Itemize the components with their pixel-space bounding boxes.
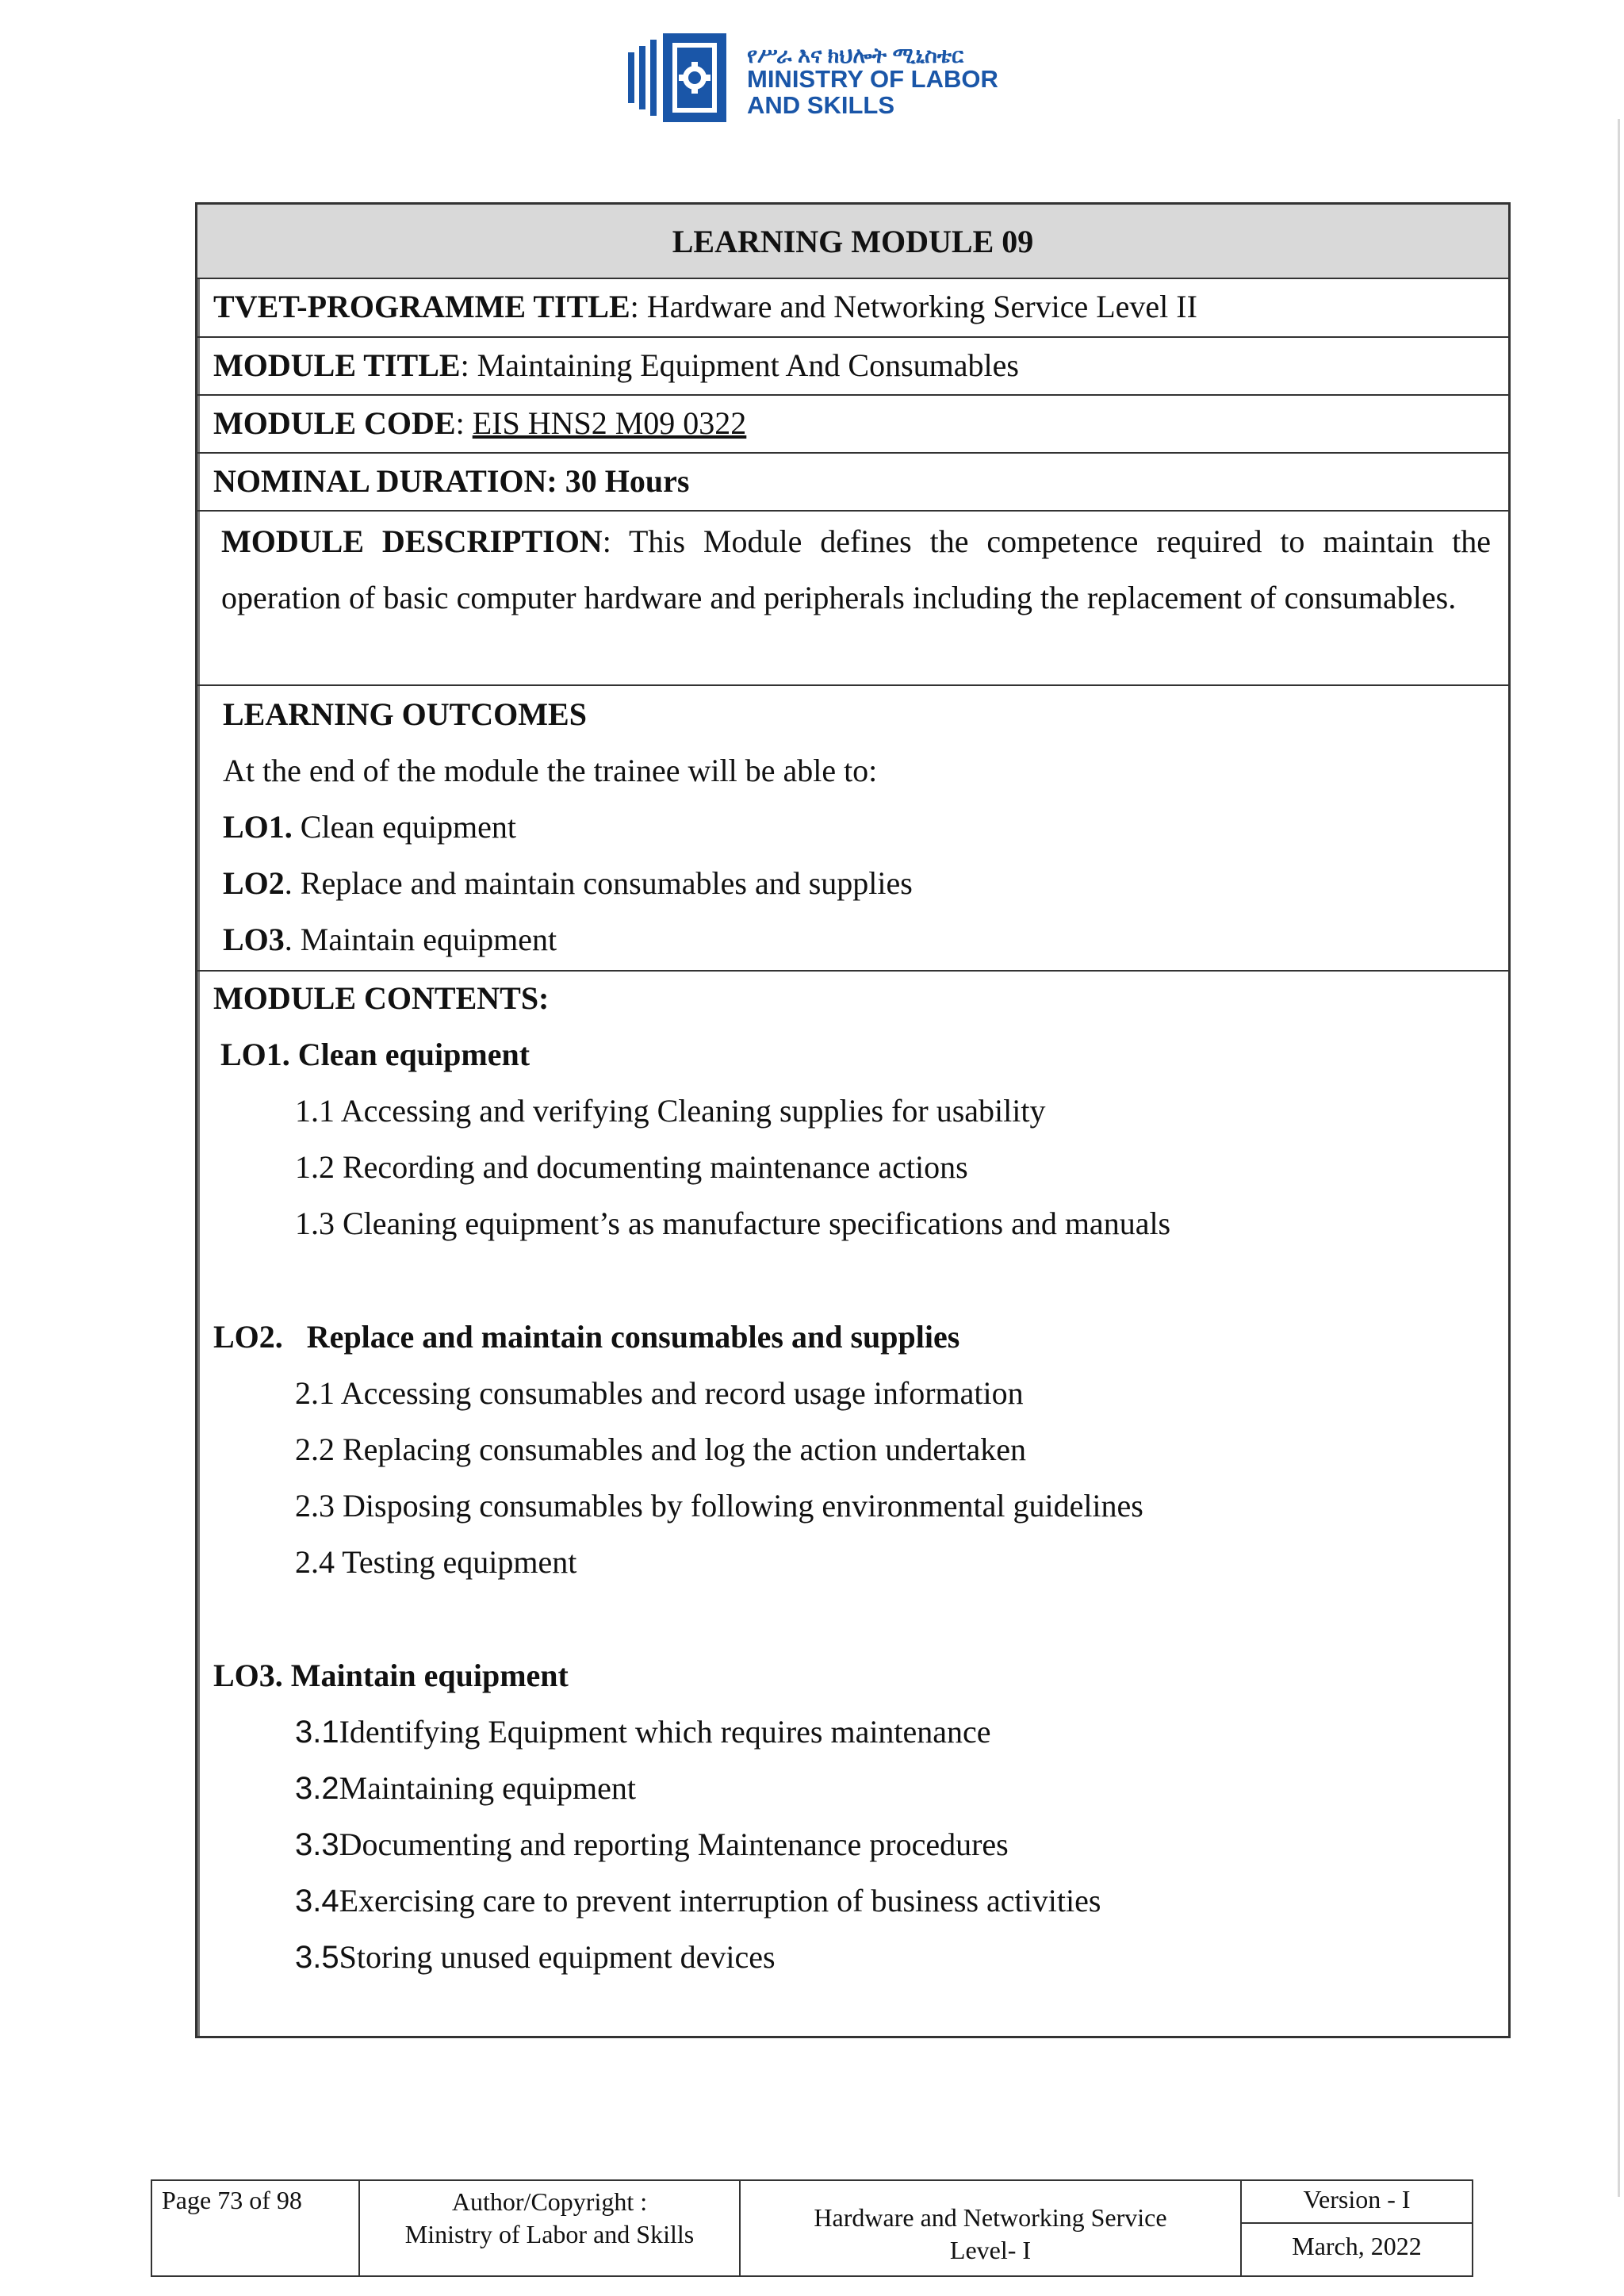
- footer-page-number: Page 73 of 98: [152, 2181, 360, 2275]
- ministry-logo-text: [747, 44, 998, 118]
- module-description-row: [197, 512, 1508, 686]
- contents-item: 1.3 Cleaning equipment’s as manufacture specifications and manuals: [295, 1205, 1171, 1241]
- contents-item-number: 3.5: [295, 1940, 339, 1975]
- module-title-label: MODULE TITLE: [213, 347, 461, 383]
- contents-item: 2.4 Testing equipment: [295, 1544, 577, 1580]
- outcome-text: . Maintain equipment: [284, 922, 557, 957]
- module-description-text: : This Module defines the competence required to maintain the operation of basic computer hardware and peripherals including the replacement of consumables.: [221, 523, 1491, 615]
- ministry-logo: [626, 30, 1007, 125]
- outcome-text: Clean equipment: [292, 809, 516, 845]
- module-contents-heading: MODULE CONTENTS:: [213, 980, 550, 1016]
- contents-lo2-code: LO2.: [213, 1319, 283, 1355]
- contents-item-text: Storing unused equipment devices: [339, 1939, 776, 1975]
- contents-item-text: Documenting and reporting Maintenance procedures: [339, 1826, 1009, 1862]
- contents-item: 2.3 Disposing consumables by following environmental guidelines: [295, 1488, 1143, 1524]
- learning-outcomes-row: [197, 686, 1508, 972]
- learning-outcomes: [223, 686, 913, 968]
- contents-item: [295, 1872, 1101, 1930]
- module-code-sep: :: [455, 405, 473, 441]
- contents-item: 2.2 Replacing consumables and log the action undertaken: [295, 1432, 1026, 1467]
- module-code-value: EIS HNS2 M09 0322: [472, 405, 747, 441]
- contents-item-number: 3.2: [295, 1771, 339, 1806]
- module-code-label: MODULE CODE: [213, 405, 456, 441]
- contents-lo2-text: Replace and maintain consumables and supplies: [306, 1319, 960, 1355]
- outcome-item: [223, 855, 913, 911]
- contents-item: [295, 1760, 636, 1817]
- contents-item: [295, 1704, 991, 1761]
- page-footer: [151, 2179, 1473, 2277]
- contents-item: 2.1 Accessing consumables and record usage information: [295, 1375, 1024, 1411]
- footer-course: [741, 2181, 1242, 2275]
- learning-module-table: [195, 202, 1511, 2038]
- learning-outcomes-heading: LEARNING OUTCOMES: [223, 696, 587, 732]
- module-heading: LEARNING MODULE 09: [197, 205, 1508, 279]
- module-title-row: [197, 338, 1508, 396]
- contents-item: [295, 1816, 1009, 1873]
- contents-lo3-title: LO3. Maintain equipment: [213, 1658, 569, 1693]
- module-description: [221, 513, 1491, 626]
- outcome-text: . Replace and maintain consumables and supplies: [284, 865, 913, 901]
- contents-item: [295, 1929, 776, 1986]
- contents-item-text: Identifying Equipment which requires maintenance: [339, 1714, 991, 1750]
- programme-title-row: [197, 279, 1508, 338]
- module-title-value: : Maintaining Equipment And Consumables: [460, 347, 1019, 383]
- contents-item: 1.1 Accessing and verifying Cleaning supplies for usability: [295, 1093, 1046, 1129]
- outcome-code: LO2: [223, 865, 285, 901]
- contents-lo1-title: LO1. Clean equipment: [220, 1037, 530, 1072]
- learning-outcomes-intro: At the end of the module the trainee will be able to:: [223, 753, 878, 788]
- ministry-name-amharic: የሥራ እና ክህሎት ሚኒስቴር: [747, 44, 964, 67]
- footer-version: Version - I: [1242, 2181, 1472, 2224]
- programme-title-value: : Hardware and Networking Service Level II: [630, 289, 1197, 324]
- footer-version-cell: [1242, 2181, 1472, 2275]
- outcome-item: [223, 911, 913, 968]
- programme-title-label: TVET-PROGRAMME TITLE: [213, 289, 630, 324]
- footer-course-line2: Level- I: [949, 2236, 1032, 2264]
- module-description-label: MODULE DESCRIPTION: [221, 523, 603, 559]
- page-edge-shadow: [1618, 119, 1620, 2197]
- nominal-duration-row: NOMINAL DURATION: 30 Hours: [197, 454, 1508, 512]
- footer-date: March, 2022: [1292, 2232, 1422, 2260]
- contents-lo2-title: [213, 1309, 959, 1365]
- outcome-code: LO3: [223, 922, 285, 957]
- ministry-name-line1: MINISTRY OF LABOR: [747, 65, 998, 94]
- footer-author-line2: Ministry of Labor and Skills: [404, 2220, 695, 2248]
- contents-item-number: 3.4: [295, 1884, 339, 1918]
- footer-author: [360, 2181, 741, 2275]
- contents-item: 1.2 Recording and documenting maintenance actions: [295, 1149, 968, 1185]
- outcome-code: LO1.: [223, 809, 293, 845]
- contents-item-text: Maintaining equipment: [339, 1770, 636, 1806]
- contents-item-number: 3.3: [295, 1827, 339, 1862]
- contents-item-number: 3.1: [295, 1715, 339, 1750]
- footer-author-line1: Author/Copyright :: [451, 2187, 648, 2216]
- ministry-logo-mark-icon: [626, 30, 745, 125]
- contents-item-text: Exercising care to prevent interruption of business activities: [339, 1883, 1101, 1918]
- outcome-item: [223, 799, 913, 855]
- module-code-row: [197, 396, 1508, 454]
- footer-course-line1: Hardware and Networking Service: [814, 2203, 1167, 2232]
- ministry-name-line2: AND SKILLS: [747, 90, 894, 119]
